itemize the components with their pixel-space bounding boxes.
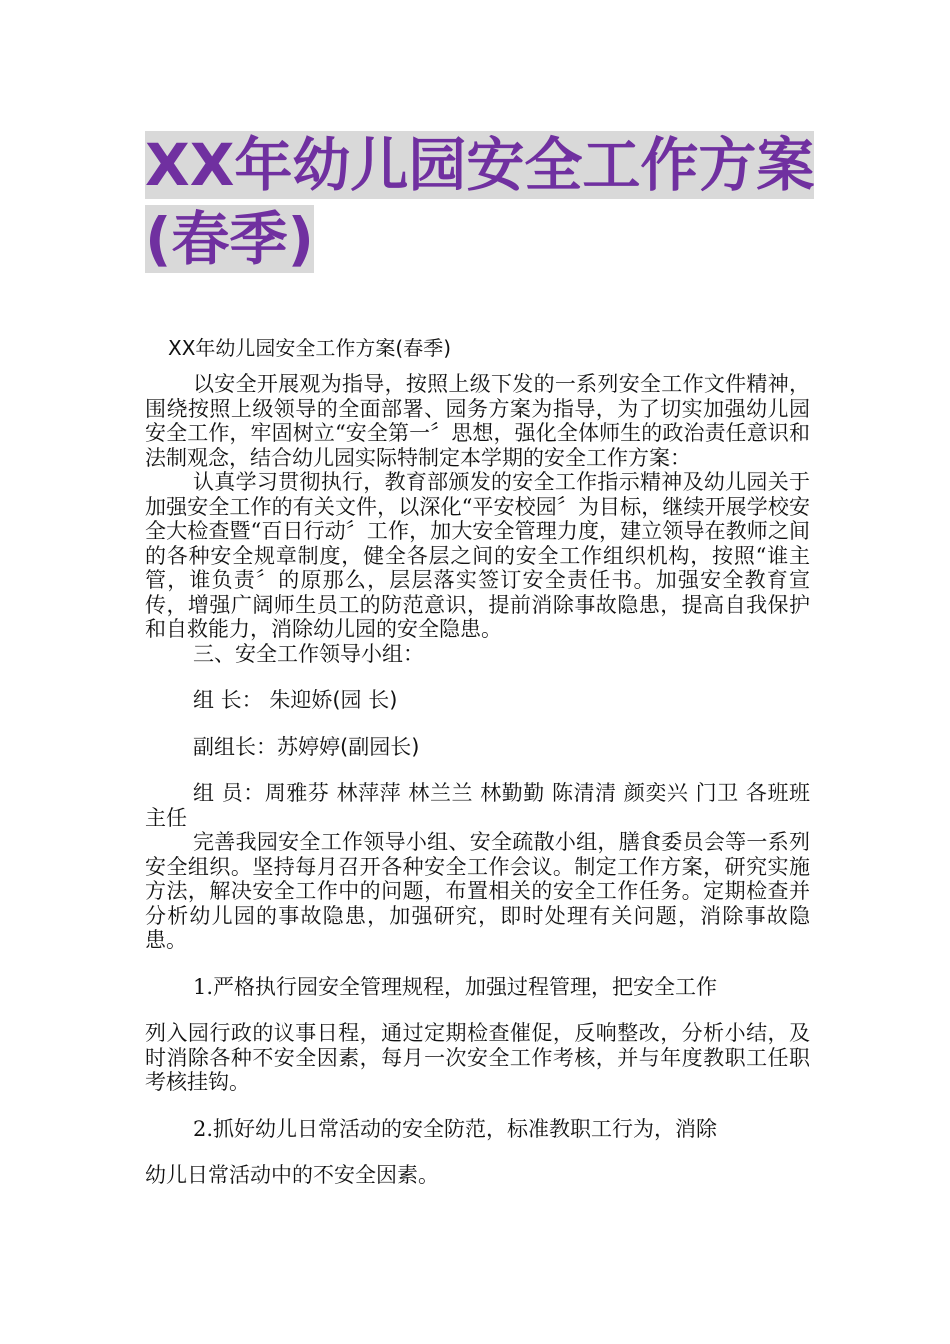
leader-line: 组 长： 朱迎娇(园 长) <box>193 688 398 712</box>
members-line: 组 员：周雅芬 林萍萍 林兰兰 林勤勤 陈清清 颜奕兴 门卫 各班班主任 <box>145 781 810 830</box>
paragraph-intro: 以安全开展观为指导，按照上级下发的一系列安全工作文件精神，围绕按照上级领导的全面部署、园务方案为指导，为了切实加强幼儿园安全工作，牢固树立“安全第一〞思想，强化全体师生的政治责任意识和法制观念，结合幼儿园实际特制定本学期的安全工作方案： <box>145 372 810 470</box>
document-title: XX年幼儿园安全工作方案(春季) <box>145 131 815 273</box>
item-1-body: 列入园行政的议事日程，通过定期检查催促，反响整改，分析小结，及时消除各种不安全因素，每月一次安全工作考核，并与年度教职工任职考核挂钩。 <box>145 1021 810 1094</box>
paragraph-organization: 完善我园安全工作领导小组、安全疏散小组，膳食委员会等一系列安全组织。坚持每月召开各种安全工作会议。制定工作方案，研究实施方法，解决安全工作中的问题，布置相关的安全工作任务。定期检查并分析幼儿园的事故隐患，加强研究，即时处理有关问题，消除事故隐患。 <box>145 830 810 952</box>
document-subtitle: XX年幼儿园安全工作方案(春季) <box>168 336 452 360</box>
paragraph-guidance: 认真学习贯彻执行，教育部颁发的安全工作指示精神及幼儿园关于加强安全工作的有关文件，以深化“平安校园〞为目标，继续开展学校安全大检查暨“百日行动〞工作，加大安全管理力度，建立领导在教师之间的各种安全规章制度，健全各层之间的安全工作组织机构，按照“谁主管，谁负责〞的原那么，层层落实签订安全责任书。加强安全教育宣传，增强广阔师生员工的防范意识，提前消除事故隐患，提高自我保护和自救能力，消除幼儿园的安全隐患。 <box>145 470 810 641</box>
section-heading-leadership: 三、安全工作领导小组： <box>193 641 424 666</box>
deputy-leader-line: 副组长：苏婷婷(副园长) <box>193 734 420 759</box>
item-2-lead: 2.抓好幼儿日常活动的安全防范，标准教职工行为，消除 <box>193 1116 718 1141</box>
item-2-body: 幼儿日常活动中的不安全因素。 <box>145 1163 439 1187</box>
item-1-lead: 1.严格执行园安全管理规程，加强过程管理，把安全工作 <box>193 974 718 999</box>
document-body <box>145 372 810 1188</box>
